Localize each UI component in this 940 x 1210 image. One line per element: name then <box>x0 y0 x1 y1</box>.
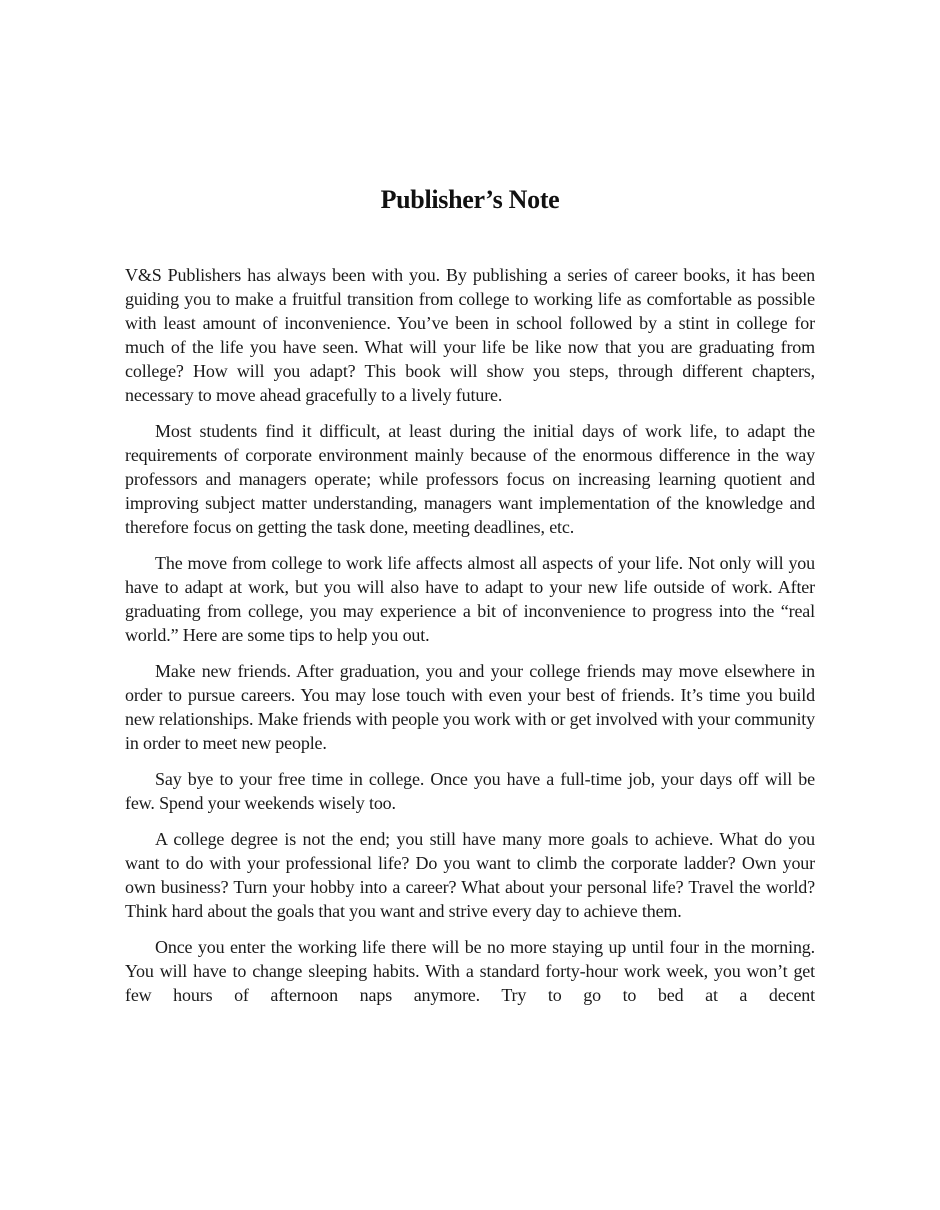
paragraph-intro: V&S Publishers has always been with you. By publishing a series of career books, it has been guiding you to make a fruitful transition from college to working life as comfortable as possible with least amount of inconvenience. You’ve been in school followed by a stint in college for much of the life you have seen. What will your life be like now that you are graduating from college? How will you adapt? This book will show you steps, through different chapters, necessary to move ahead gracefully to a lively future. <box>125 265 815 405</box>
paragraph-move-to-work-life: The move from college to work life affects almost all aspects of your life. Not only will you have to adapt at work, but you will also have to adapt to your new life outside of work. After graduating from college, you may experience a bit of inconvenience to progress into the “real world.” Here are some tips to help you out. <box>125 553 815 645</box>
body-text <box>125 263 815 1019</box>
paragraph-make-new-friends: Make new friends. After graduation, you and your college friends may move elsewhere in order to pursue careers. You may lose touch with even your best of friends. It’s time you build new relationships. Make friends with people you work with or get involved with your community in order to meet new people. <box>125 661 815 753</box>
paragraph-free-time: Say bye to your free time in college. Once you have a full-time job, your days off will be few. Spend your weekends wisely too. <box>125 769 815 813</box>
paragraph-sleeping-habits: Once you enter the working life there will be no more staying up until four in the morning. You will have to change sleeping habits. With a standard forty-hour work week, you won’t get few hours of afternoon naps anymore. Try to go to bed at a decent <box>125 937 815 1005</box>
paragraph-goals: A college degree is not the end; you still have many more goals to achieve. What do you want to do with your professional life? Do you want to climb the corporate ladder? Own your own business? Turn your hobby into a career? What about your personal life? Travel the world? Think hard about the goals that you want and strive every day to achieve them. <box>125 829 815 921</box>
page-title: Publisher’s Note <box>380 185 560 214</box>
paragraph-corporate-environment: Most students find it difficult, at least during the initial days of work life, to adapt the requirements of corporate environment mainly because of the enormous difference in the way professors and managers operate; while professors focus on increasing learning quotient and improving subject matter understanding, managers want implementation of the knowledge and therefore focus on getting the task done, meeting deadlines, etc. <box>125 421 815 537</box>
